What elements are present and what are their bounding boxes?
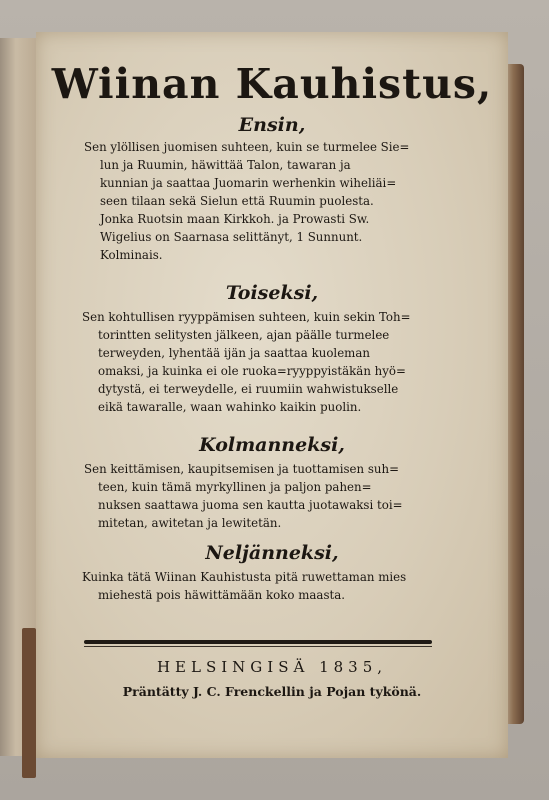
text-line: Jonka Ruotsin maan Kirkkoh. ja Prowasti Sw.	[100, 212, 370, 226]
section-heading-second: Toiseksi,	[225, 282, 319, 304]
text-line: torintten selitysten jälkeen, ajan päälle turmelee	[98, 328, 390, 342]
divider-rule	[84, 640, 432, 644]
imprint-city-year: HELSINGISÄ 1835,	[156, 658, 388, 676]
section-heading-third: Kolmanneksi,	[199, 434, 345, 456]
text-line: omaksi, ja kuinka ei ole ruoka=ryyppyistäkän hyö=	[98, 364, 406, 378]
text-line: nuksen saattawa juoma sen kautta juotawaksi toi=	[98, 498, 403, 512]
text-line: dytystä, ei terweydelle, ei ruumiin wahwistukselle	[98, 382, 399, 396]
imprint-printer: Präntätty J. C. Frenckellin ja Pojan tykönä.	[122, 684, 422, 699]
title-page	[36, 32, 508, 758]
book-title: Wiinan Kauhistus,	[51, 60, 493, 108]
text-line: Sen kohtullisen ryyppämisen suhteen, kuin sekin Toh=	[82, 310, 411, 324]
text-line: Sen ylöllisen juomisen suhteen, kuin se turmelee Sie=	[84, 140, 410, 154]
torn-binding	[22, 628, 36, 778]
text-line: seen tilaan sekä Sielun että Ruumin puolesta.	[100, 194, 374, 208]
text-line: mitetan, awitetan ja lewitetän.	[98, 516, 282, 530]
text-line: Wigelius on Saarnasa selittänyt, 1 Sunnunt.	[100, 230, 363, 244]
text-line: Kuinka tätä Wiinan Kauhistusta pitä ruwettaman mies	[82, 570, 407, 584]
text-line: lun ja Ruumin, häwittää Talon, tawaran ja	[100, 158, 351, 172]
text-line: terweyden, lyhentää ijän ja saattaa kuoleman	[98, 346, 370, 360]
text-line: Sen keittämisen, kaupitsemisen ja tuottamisen suh=	[84, 462, 400, 476]
text-line: eikä tawaralle, waan wahinko kaikin puolin.	[98, 400, 362, 414]
text-line: teen, kuin tämä myrkyllinen ja paljon pahen=	[98, 480, 372, 494]
text-line: Kolminais.	[100, 248, 163, 262]
section-heading-fourth: Neljänneksi,	[205, 542, 339, 564]
divider-rule-thin	[84, 646, 432, 647]
section-heading-first: Ensin,	[238, 114, 306, 136]
text-line: miehestä pois häwittämään koko maasta.	[98, 588, 346, 602]
text-line: kunnian ja saattaa Juomarin werhenkin wiheliäi=	[100, 176, 397, 190]
